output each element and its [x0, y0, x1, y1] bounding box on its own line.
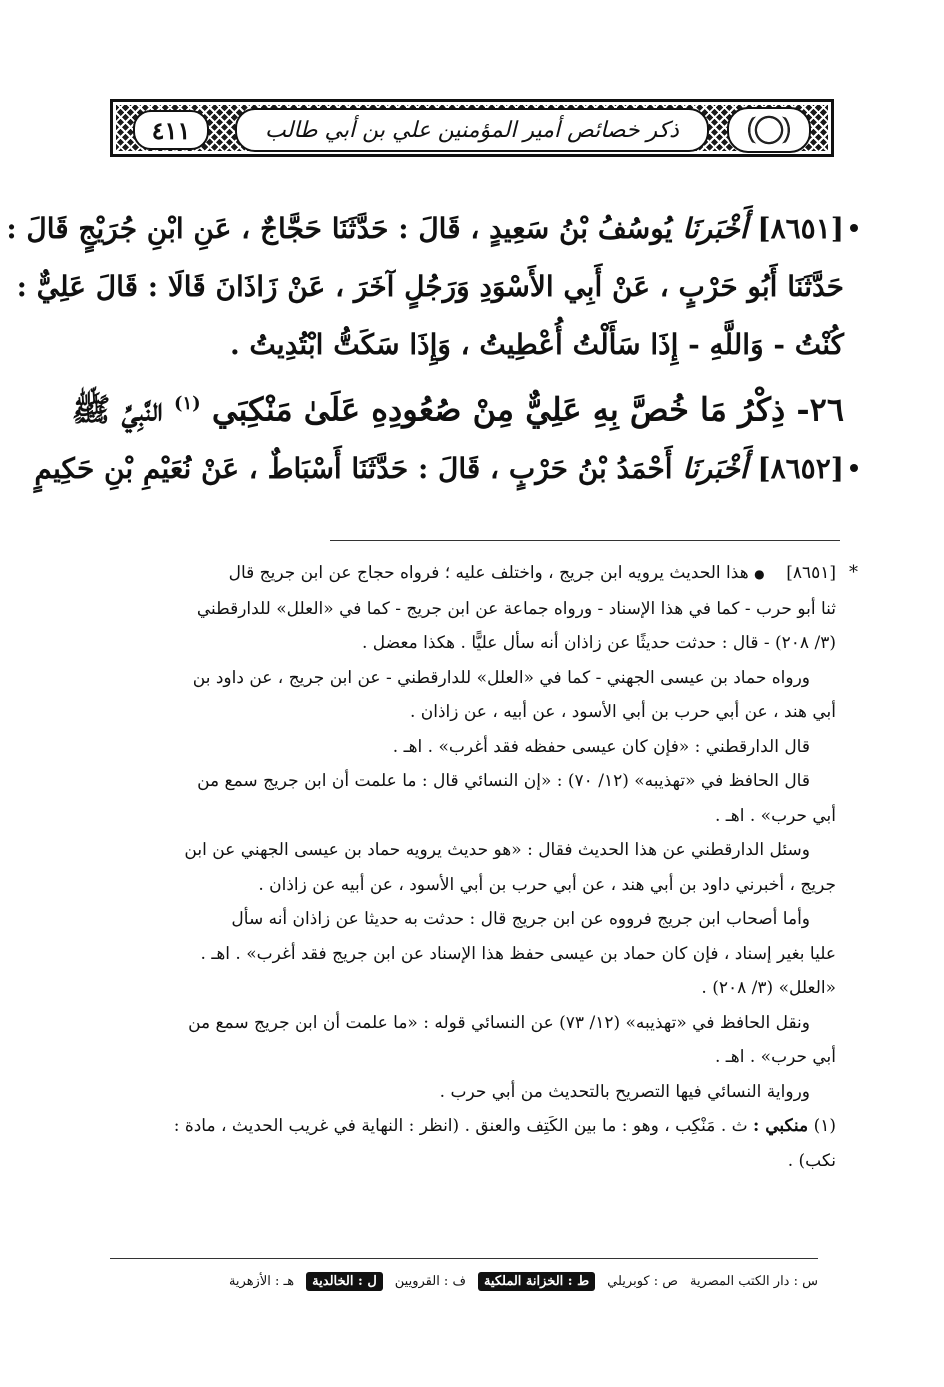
legend-ha: هـ : الأزهرية — [228, 1273, 295, 1289]
note-line: ورواه حماد بن عيسى الجهني - كما في «العلل» للدارقطني - عن ابن جريج ، عن داود بن — [192, 667, 810, 688]
footnote-1-text: ث . مَنْكِب ، وهو : ما بين الكَتِف والعنق . (انظر : النهاية في غريب الحديث ، مادة : — [173, 1116, 748, 1136]
footnote-ref: (١) — [173, 393, 201, 414]
note-line: ورواية النسائي فيها التصريح بالتحديث من أبي حرب . — [439, 1081, 810, 1102]
legend-separator — [110, 1258, 818, 1259]
note-line: (٣/ ٢٠٨) - قال : حدثت حديثًا عن زاذان أنه سأل عليًّا . هكذا معضل . — [361, 633, 836, 653]
note-text: هذا الحديث يرويه ابن جريج ، واختلف عليه ؛ فرواه حجاج عن ابن جريج قال — [228, 563, 749, 583]
note-line: أبي هند ، عن أبي حرب بن أبي الأسود ، عن أبيه ، عن زاذان . — [409, 702, 836, 722]
note-line: ثنا أبو حرب - كما في هذا الإسناد - ورواه جماعة عن ابن جريج - كما في «العلل» للدارقطني — [196, 598, 836, 619]
chapter-title-end: النَّبِيِّ ﷺ — [71, 390, 163, 429]
legend-ta: ط : الخزانة الملكية — [478, 1272, 595, 1291]
hadith-lead: أَخْبَرنَا — [682, 212, 748, 245]
footnote-1 — [110, 1109, 836, 1144]
legend-sad: ص : كوبريلي — [607, 1273, 678, 1289]
footnote-1-word: منكبي : — [753, 1116, 809, 1136]
hadith-8651-line-1 — [6, 200, 844, 258]
hadith-number: [٨٦٥٢] — [757, 451, 844, 485]
note-line: قال الدارقطني : «فإن كان عيسى حفظه فقد أغرب» . اهـ . — [392, 736, 810, 757]
note-line: قال الحافظ في «تهذيبه» (١٢/ ٧٠) : «إن النسائي قال : ما علمت أن ابن جريج سمع من — [197, 771, 810, 791]
book-seal-icon — [727, 107, 811, 153]
page-number: ٤١١ — [133, 110, 209, 150]
hadith-number: [٨٦٥١] — [757, 212, 844, 245]
legend-fa: ف : القرويين — [394, 1273, 466, 1289]
chapter-title: ٢٦- ذِكْرُ مَا خُصَّ بِهِ عَلِيٌّ مِنْ صُعُودِهِ عَلَىٰ مَنْكِبَي — [211, 390, 844, 429]
hadith-8651-line-2: حَدَّثَنَا أَبُو حَرْبٍ ، عَنْ أَبِي الأَسْوَدِ وَرَجُلٍ آخَرَ ، عَنْ زَاذَانَ قَالَا : قَالَ عَلِيٌّ : — [16, 270, 844, 303]
bullet-icon: ● — [754, 567, 765, 581]
footnotes — [110, 556, 858, 1178]
note-line: أبي حرب» . اهـ . — [714, 805, 836, 826]
running-title: ذكر خصائص أمير المؤمنين علي بن أبي طالب — [235, 108, 709, 152]
footnote-1-cont: نكب) . — [787, 1150, 836, 1171]
footnote-separator — [330, 540, 840, 541]
main-text — [6, 200, 844, 498]
note-ref: [٨٦٥١] — [786, 563, 836, 583]
chapter-heading — [71, 374, 844, 440]
hadith-lead: أَخْبَرنَا — [682, 451, 748, 485]
footnote-1-marker: (١) — [813, 1116, 836, 1136]
hadith-8651-line-3: كُنْتُ - وَاللَّهِ - إِذَا سَأَلْتُ أُعْطِيتُ ، وَإِذَا سَكَتُّ ابْتُدِيتُ . — [229, 328, 844, 361]
page-header — [110, 99, 834, 157]
bullet-icon — [850, 464, 858, 472]
note-line: عليا بغير إسناد ، فإن كان حماد بن عيسى حفظ هذا الإسناد عن ابن جريج فقد أغرب» . اهـ . — [200, 943, 836, 964]
hadith-8652-line-1 — [34, 440, 844, 498]
note-line: أبي حرب» . اهـ . — [714, 1047, 836, 1067]
legend-s: س : دار الكتب المصرية — [689, 1273, 818, 1289]
note-line — [110, 556, 858, 592]
hadith-text: يُوسُفُ بْنُ سَعِيدٍ ، قَالَ : حَدَّثَنَا حَجَّاجٌ ، عَنِ ابْنِ جُرَيْجٍ قَالَ : — [6, 212, 673, 245]
asterisk-icon: * — [849, 562, 858, 583]
legend-lam: ل : الخالدية — [306, 1272, 383, 1291]
note-line: «العلل» (٣/ ٢٠٨) . — [701, 978, 836, 998]
note-line: وسئل الدارقطني عن هذا الحديث فقال : «هو حديث يرويه حماد بن عيسى الجهني عن ابن — [184, 840, 810, 860]
note-line: جريج ، أخبرني داود بن أبي هند ، عن أبي حرب بن أبي الأسود ، عن أبيه عن زاذان . — [258, 874, 836, 895]
manuscript-legend — [128, 1266, 818, 1296]
note-line: وأما أصحاب ابن جريج فرووه عن ابن جريج قال : حدثت به حديثا عن زاذان أنه سأل — [231, 909, 810, 929]
note-line: ونقل الحافظ في «تهذيبه» (١٢/ ٧٣) عن النسائي قوله : «ما علمت أن ابن جريج سمع من — [188, 1012, 810, 1033]
bullet-icon — [850, 224, 858, 232]
hadith-text: أَحْمَدُ بْنُ حَرْبٍ ، قَالَ : حَدَّثَنَا أَسْبَاطٌ ، عَنْ نُعَيْمِ بْنِ حَكِيمٍ — [34, 451, 673, 485]
